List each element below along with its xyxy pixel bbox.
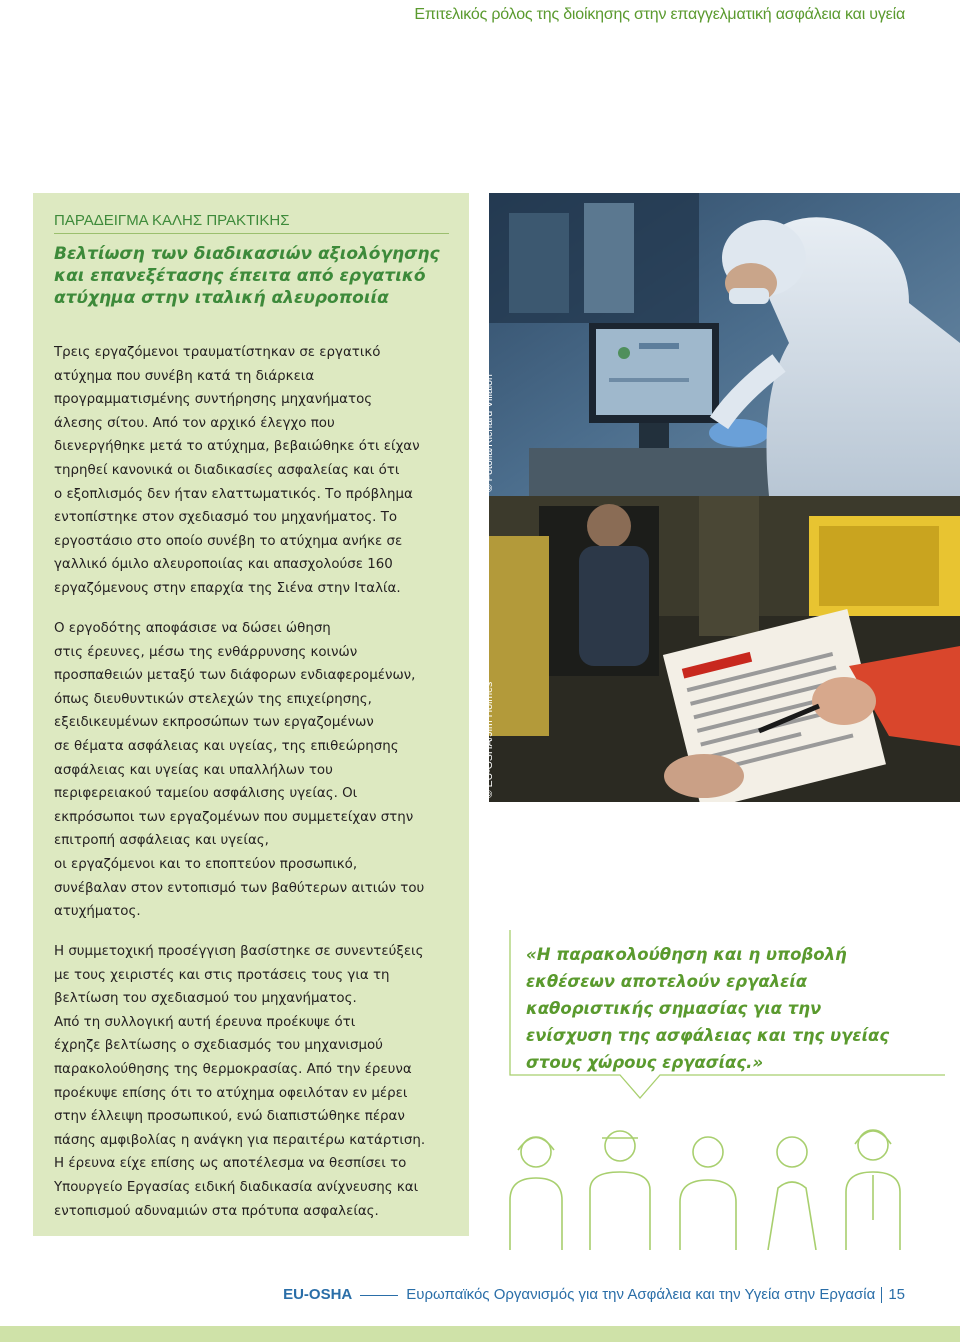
text-line: γαλλικό όμιλο αλευροποιίας και απασχολούσε 160 — [54, 557, 393, 573]
page-number: 15 — [888, 1286, 905, 1303]
text-line: προέκυψε επίσης ότι το ατύχημα οφειλόταν εν μέρει — [54, 1085, 408, 1101]
text-line: διενεργήθηκε μετά το ατύχημα, βεβαιώθηκε ότι είχαν — [54, 439, 420, 455]
paragraph-incident — [54, 341, 464, 601]
text-line: πάσης αμφιβολίας η ανάγκη για περαιτέρω κατάρτιση. — [54, 1132, 426, 1148]
case-study-title: Βελτίωση των διαδικασιών αξιολόγησης και επανεξέτασης έπειτα από εργατικό ατύχημα στην ιταλική αλευροποιία — [54, 244, 440, 308]
text-line: Τρεις εργαζόμενοι τραυματίστηκαν σε εργατικό — [54, 345, 381, 360]
text-line: εντοπίστηκε στον σχεδιασμό του μηχανήματος. Το — [54, 510, 398, 526]
text-line: Από τη συλλογική αυτή έρευνα προέκυψε ότι — [54, 1014, 356, 1030]
footer-brand: EU-OSHA — [283, 1286, 353, 1303]
text-line: σε θέματα ασφάλειας και υγείας, της επιθεώρησης — [54, 738, 399, 754]
quote-line: καθοριστικής σημασίας για την — [526, 999, 822, 1018]
text-line: στις έρευνες, μέσω της ενθάρρυνσης κοινών — [54, 644, 358, 660]
text-line: τηρηθεί κανονικά οι διαδικασίες ασφαλείας και ότι — [54, 462, 400, 478]
text-line: οι εργαζόμενοι και το εποπτεύον προσωπικό, — [54, 856, 358, 872]
text-line: άλεσης σίτου. Από τον αρχικό έλεγχο που — [54, 415, 335, 431]
text-line: προσπαθειών μεταξύ των διάφορων ενδιαφερομένων, — [54, 668, 416, 684]
text-line: εργαζόμενους στην επαρχία της Σιένα στην Ιταλία. — [54, 580, 401, 596]
text-line: με τους χειριστές και στις προτάσεις τους για τη — [54, 967, 390, 983]
text-line: συνέβαλαν στον εντοπισμό των βαθύτερων αιτιών του — [54, 880, 425, 896]
footer-agency: Ευρωπαϊκός Οργανισμός για την Ασφάλεια και την Υγεία στην Εργασία — [406, 1286, 876, 1303]
quote-line: στους χώρους εργασίας.» — [526, 1053, 764, 1072]
text-line: εντοπισμού αδυναμιών στα πρότυπα ασφαλείας. — [54, 1203, 379, 1219]
text-line: Η συμμετοχική προσέγγιση βασίστηκε σε συνεντεύξεις — [54, 944, 424, 959]
text-line: έχρηζε βελτίωσης ο σχεδιασμός του μηχανισμού — [54, 1038, 383, 1054]
quote-line: εκθέσεων αποτελούν εργαλεία — [526, 972, 808, 991]
page-footer — [283, 1286, 905, 1303]
text-line: ασφάλειας και υγείας και υπαλλήλων του — [54, 762, 333, 778]
text-line: Ο εργοδότης αποφάσισε να δώσει ώθηση — [54, 621, 331, 636]
photo-credit-bottom: © EU-OSHA/Jim Holmes — [483, 681, 495, 798]
text-line: στην έλλειψη προσωπικού, ενώ διαπιστώθηκε πέραν — [54, 1109, 405, 1125]
text-line: ατύχημα που συνέβη κατά τη διάρκεια — [54, 368, 315, 384]
running-header: Επιτελικός ρόλος της διοίκησης στην επαγγελματική ασφάλεια και υγεία — [414, 6, 905, 23]
text-line: ατυχήματος. — [54, 904, 141, 920]
photo-credit-top: © Fotolia/Richard Villalon — [483, 374, 495, 492]
text-line: εργοστάσιο στο οποίο συνέβη το ατύχημα ανήκε σε — [54, 533, 403, 549]
pull-quote — [526, 941, 890, 1076]
paragraph-approach — [54, 940, 464, 1223]
photo-form-filling-illustration — [489, 496, 960, 802]
text-line: Η έρευνα είχε επίσης ως αποτέλεσμα να θεσπίσει το — [54, 1156, 407, 1172]
footer-separator — [881, 1287, 882, 1303]
footer-dash — [360, 1295, 398, 1296]
text-line: Υπουργείο Εργασίας ειδική διαδικασία ανίχνευσης και — [54, 1179, 419, 1195]
text-line: επιτροπή ασφάλειας και υγείας, — [54, 833, 269, 849]
text-line: εξειδικευμένων εκπροσώπων των εργαζομένων — [54, 715, 374, 731]
text-line: περιφερειακού ταμείου ασφάλισης υγείας. Οι — [54, 786, 358, 802]
section-label: ΠΑΡΑΔΕΙΓΜΑ ΚΑΛΗΣ ΠΡΑΚΤΙΚΗΣ — [54, 212, 290, 229]
photo-lab-worker — [489, 193, 960, 496]
text-line: βελτίωση του σχεδιασμού του μηχανήματος. — [54, 991, 357, 1007]
section-divider — [54, 233, 449, 234]
photo-lab-worker-illustration — [489, 193, 960, 496]
text-line: εκπρόσωποι των εργαζομένων που συμμετείχαν στην — [54, 809, 414, 825]
quote-line: «Η παρακολούθηση και η υποβολή — [526, 945, 847, 964]
text-line: προγραμματισμένης συντήρησης μηχανήματος — [54, 392, 373, 408]
quote-line: ενίσχυση της ασφάλειας και της υγείας — [526, 1026, 890, 1045]
footer-bar — [0, 1326, 960, 1342]
people-pictogram-icon — [510, 1130, 900, 1250]
text-line: παρακολούθησης της θερμοκρασίας. Από την έρευνα — [54, 1061, 412, 1077]
photo-form-filling — [489, 496, 960, 802]
paragraph-employer — [54, 617, 464, 924]
text-line: ο εξοπλισμός δεν ήταν ελαττωματικός. Το πρόβλημα — [54, 486, 413, 502]
text-line: όπως διευθυντικών στελεχών της επιχείρησης, — [54, 691, 372, 707]
